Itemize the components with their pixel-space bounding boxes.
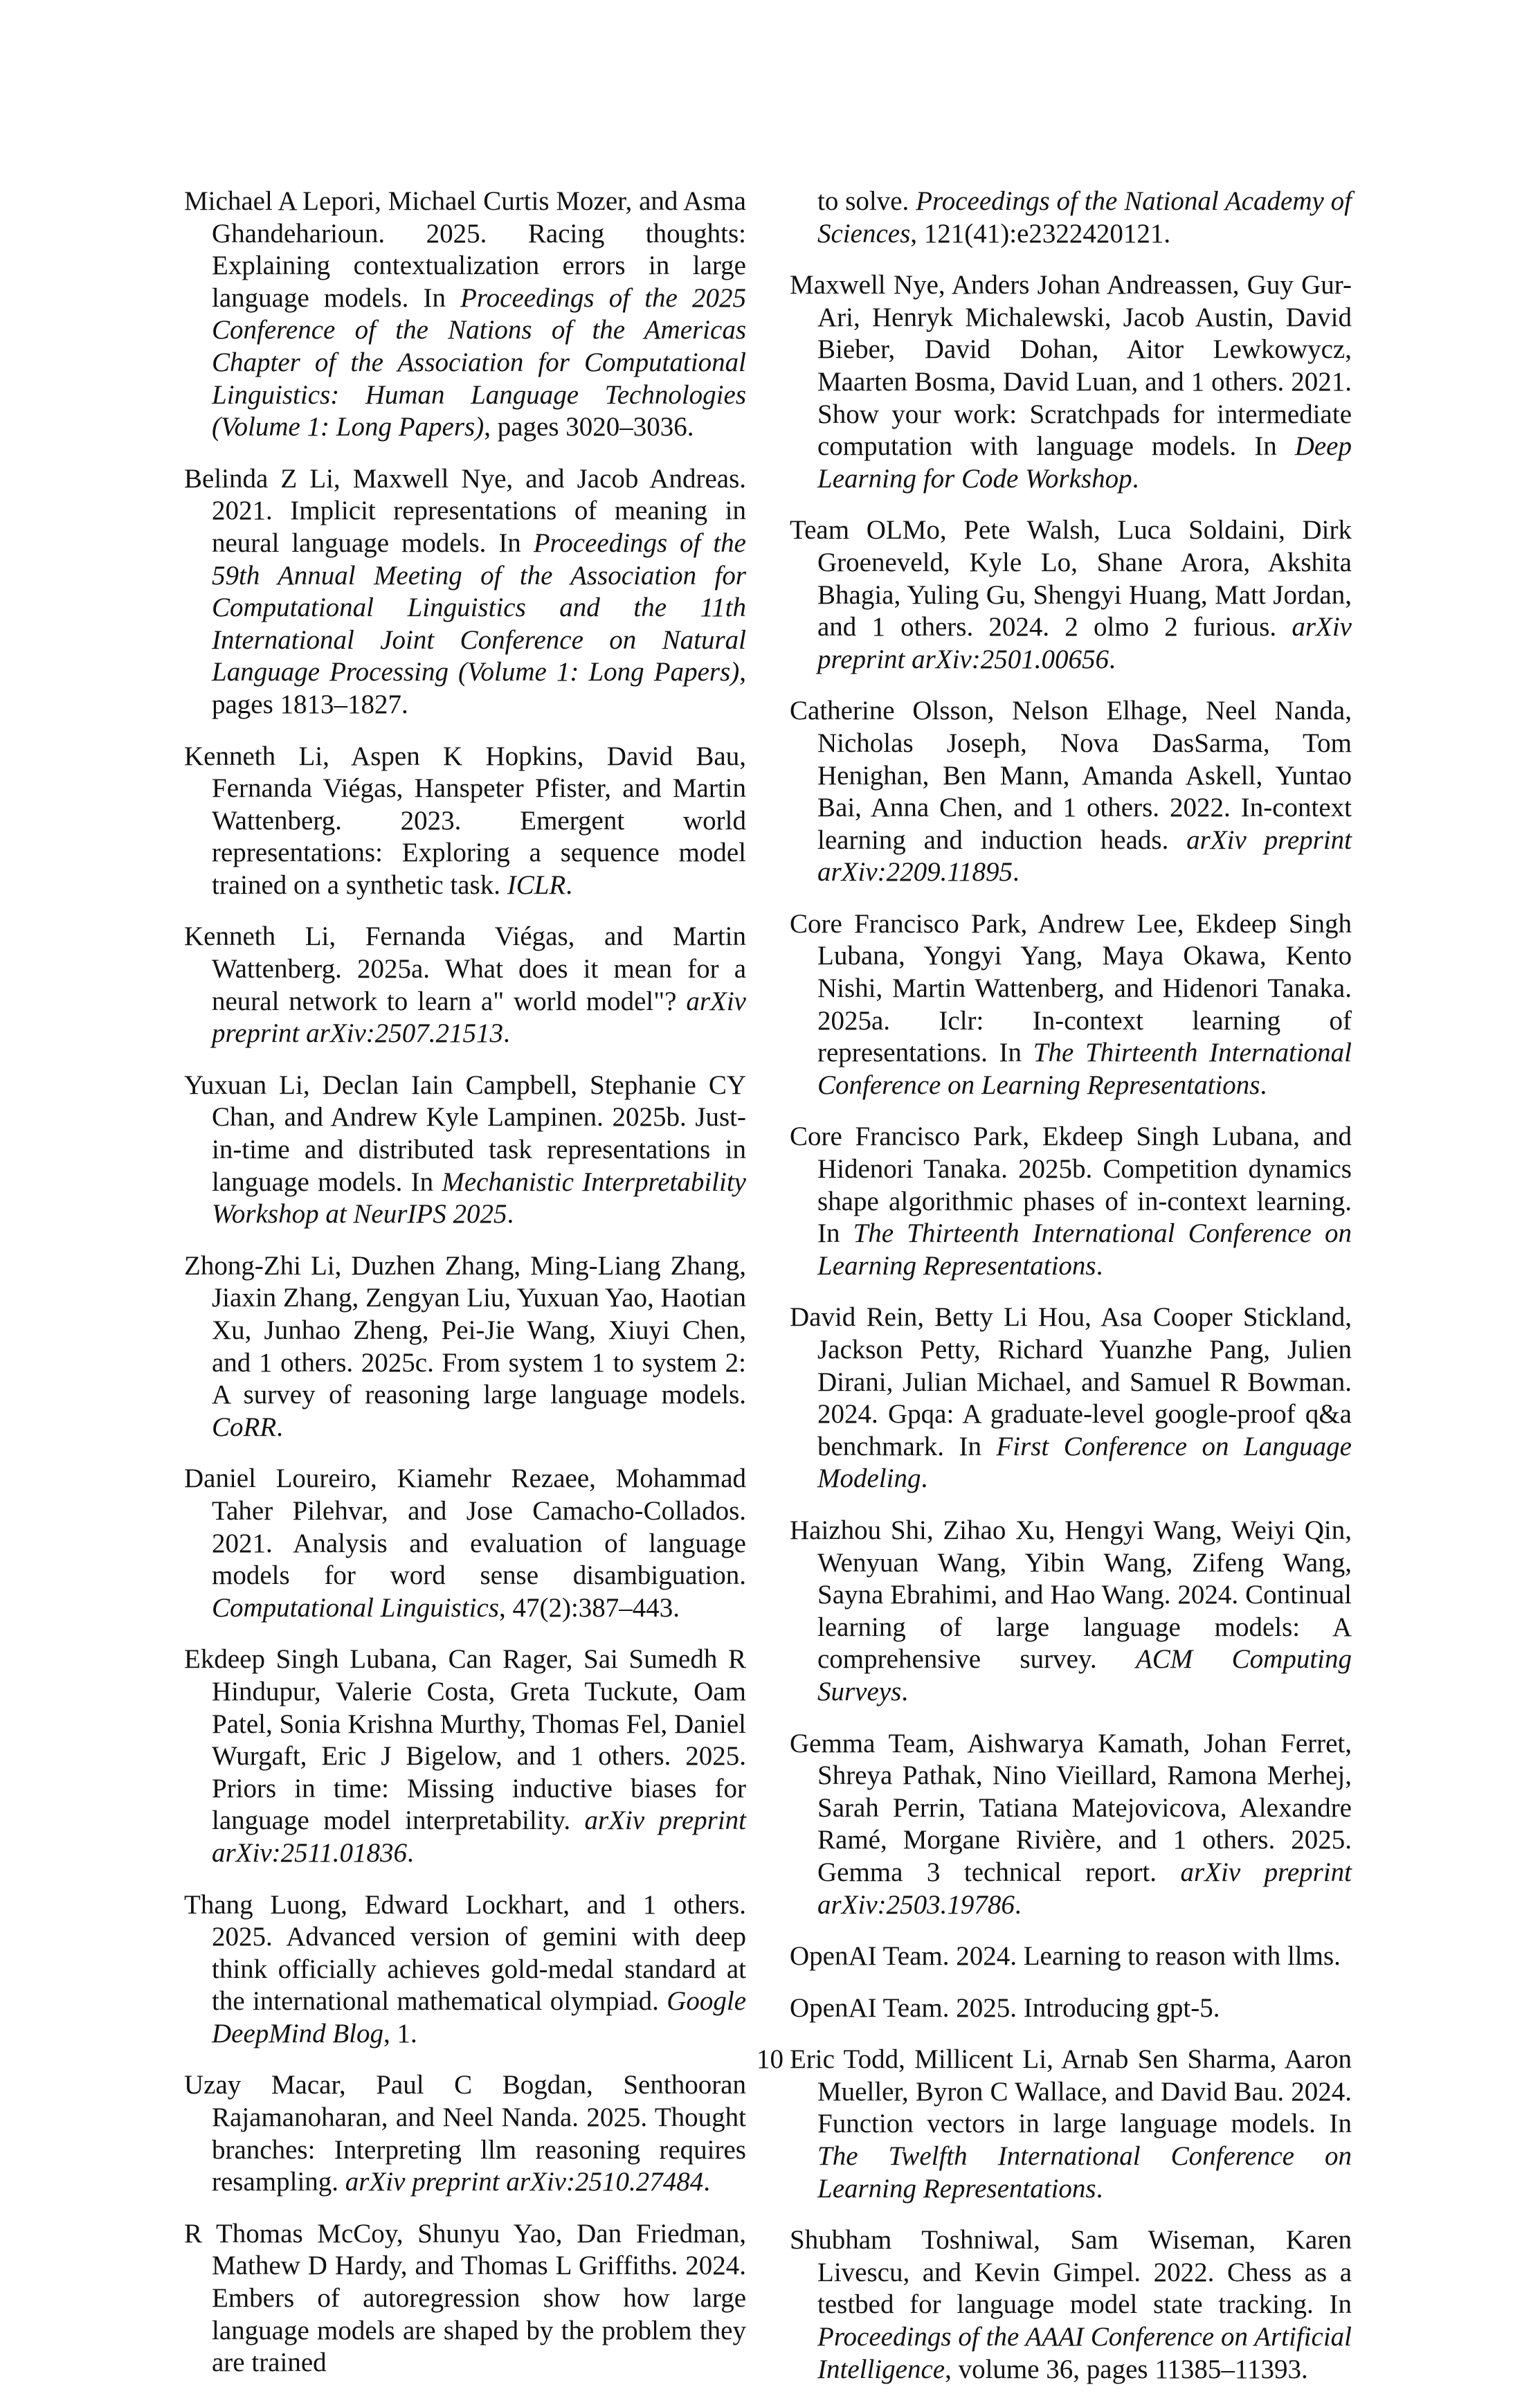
reference-text: . [1014, 1889, 1022, 1920]
reference-entry [184, 2218, 746, 2379]
reference-text: , volume 36, pages 11385–11393. [945, 2354, 1308, 2384]
reference-text: . [1096, 2173, 1103, 2204]
reference-venue: Proceedings of the AAAI Conference on Artificial Intelligence [817, 2322, 1352, 2384]
reference-text: Core Francisco Park, Andrew Lee, Ekdeep Singh Lubana, Yongyi Yang, Maya Okawa, Kento Nishi, Martin Wattenberg, and Hidenori Tanaka. 2025a. Iclr: In-context learning of representations. In [790, 908, 1352, 1068]
reference-entry [790, 2224, 1352, 2386]
reference-venue: First Conference on Language Modeling [817, 1431, 1352, 1494]
reference-text: Shubham Toshniwal, Sam Wiseman, Karen Livescu, and Kevin Gimpel. 2022. Chess as a testbed for language model state tracking. In [790, 2225, 1352, 2320]
reference-venue: CoRR [212, 1412, 277, 1442]
reference-text: . [276, 1412, 283, 1442]
reference-text: . [407, 1837, 414, 1868]
reference-text: . [503, 1018, 510, 1049]
reference-entry [790, 695, 1352, 889]
reference-text: Gemma Team, Aishwarya Kamath, Johan Ferret, Shreya Pathak, Nino Vieillard, Ramona Merhej, Sarah Perrin, Tatiana Matejovicova, Alexandre Ramé, Morgane Rivière, and 1 others. 2025. Gemma 3 technical report. [790, 1728, 1352, 1887]
reference-text: Team OLMo, Pete Walsh, Luca Soldaini, Dirk Groeneveld, Kyle Lo, Shane Arora, Akshita Bhagia, Yuling Gu, Shengyi Huang, Matt Jordan, and 1 others. 2024. 2 olmo 2 furious. [790, 515, 1352, 642]
reference-text: R Thomas McCoy, Shunyu Yao, Dan Friedman, Mathew D Hardy, and Thomas L Griffiths. 2024. Embers of autoregression show how large language models are shaped by the problem they are trained [184, 2218, 746, 2378]
reference-entry [790, 908, 1352, 1102]
reference-text: . [1096, 1250, 1103, 1281]
reference-entry [184, 921, 746, 1050]
reference-entry [184, 741, 746, 902]
reference-text: Haizhou Shi, Zihao Xu, Hengyi Wang, Weiyi Qin, Wenyuan Wang, Yibin Wang, Zifeng Wang, Sayna Ebrahimi, and Hao Wang. 2024. Continual learning of large language models: A comprehensive survey. [790, 1515, 1352, 1675]
reference-venue: arXiv preprint arXiv:2503.19786 [817, 1857, 1352, 1920]
reference-text: to solve. [817, 186, 916, 216]
reference-text: , pages 1813–1827. [212, 657, 746, 719]
reference-text: Core Francisco Park, Ekdeep Singh Lubana, and Hidenori Tanaka. 2025b. Competition dynamics shape algorithmic phases of in-context learning. In [790, 1122, 1352, 1249]
reference-text: , 1. [383, 2018, 417, 2048]
reference-entry [790, 1992, 1352, 2025]
reference-text: Ekdeep Singh Lubana, Can Rager, Sai Sumedh R Hindupur, Valerie Costa, Greta Tuckute, Oam Patel, Sonia Krishna Murthy, Thomas Fel, Daniel Wurgaft, Eric J Bigelow, and 1 others. 2025. Priors in time: Missing inductive biases for language model interpretability. [184, 1644, 746, 1836]
reference-entry [790, 1515, 1352, 1709]
reference-venue: arXiv preprint arXiv:2501.00656 [817, 612, 1352, 674]
reference-venue: Computational Linguistics [212, 1592, 499, 1623]
reference-venue: Deep Learning for Code Workshop [817, 431, 1352, 494]
reference-text: . [507, 1199, 514, 1229]
reference-text: Uzay Macar, Paul C Bogdan, Senthooran Rajamanoharan, and Neel Nanda. 2025. Thought branches: Interpreting llm reasoning requires resampling. [184, 2070, 746, 2197]
reference-text: . [901, 1676, 909, 1706]
reference-entry [790, 1728, 1352, 1922]
reference-venue: ACM Computing Surveys [817, 1644, 1352, 1706]
reference-venue: ICLR [507, 870, 566, 900]
reference-venue: arXiv preprint arXiv:2511.01836 [212, 1805, 746, 1868]
reference-text: . [1013, 857, 1020, 888]
reference-text: OpenAI Team. 2024. Learning to reason with llms. [790, 1941, 1341, 1972]
reference-entry [790, 1301, 1352, 1495]
reference-entry [184, 1070, 746, 1231]
reference-entry [790, 1121, 1352, 1282]
reference-venue: Mechanistic Interpretability Workshop at NeurIPS 2025 [212, 1167, 746, 1229]
reference-venue: Proceedings of the 2025 Conference of the Nations of the Americas Chapter of the Association for Computational Linguistics: Human Language Technologies (Volume 1: Long Papers) [212, 282, 746, 442]
reference-text: Michael A Lepori, Michael Curtis Mozer, and Asma Ghandeharioun. 2025. Racing thoughts: Explaining contextualization errors in large language models. In [184, 186, 746, 313]
reference-text: Zhong-Zhi Li, Duzhen Zhang, Ming-Liang Zhang, Jiaxin Zhang, Zengyan Liu, Yuxuan Yao, Haotian Xu, Junhao Zheng, Pei-Jie Wang, Xiuyi Chen, and 1 others. 2025c. From system 1 to system 2: A survey of reasoning large language models. [184, 1250, 746, 1410]
reference-text: Kenneth Li, Fernanda Viégas, and Martin Wattenberg. 2025a. What does it mean for a neural network to learn a" world model"? [184, 921, 746, 1016]
reference-text: Yuxuan Li, Declan Iain Campbell, Stephanie CY Chan, and Andrew Kyle Lampinen. 2025b. Just-in-time and distributed task representations in language models. In [184, 1070, 746, 1197]
reference-venue: Proceedings of the 59th Annual Meeting of the Association for Computational Linguistics and the 11th International Joint Conference on Natural Language Processing (Volume 1: Long Papers) [212, 528, 746, 687]
reference-venue: arXiv preprint arXiv:2209.11895 [817, 825, 1352, 888]
reference-venue: arXiv preprint arXiv:2510.27484 [345, 2167, 704, 2197]
reference-text: Daniel Loureiro, Kiamehr Rezaee, Mohammad Taher Pilehvar, and Jose Camacho-Collados. 2021. Analysis and evaluation of language models for word sense disambiguation. [184, 1463, 746, 1591]
reference-entry [184, 1889, 746, 2051]
page-number: 10 [757, 2044, 783, 2074]
reference-text: OpenAI Team. 2025. Introducing gpt-5. [790, 1992, 1220, 2023]
reference-entry [184, 186, 746, 444]
reference-text: David Rein, Betty Li Hou, Asa Cooper Stickland, Jackson Petty, Richard Yuanzhe Pang, Julien Dirani, Julian Michael, and Samuel R Bowman. 2024. Gpqa: A graduate-level google-proof q&a benchmark. In [790, 1302, 1352, 1461]
reference-entry [184, 1250, 746, 1444]
reference-text: . [1109, 644, 1116, 674]
reference-text: , pages 3020–3036. [484, 412, 694, 442]
reference-text: Belinda Z Li, Maxwell Nye, and Jacob Andreas. 2021. Implicit representations of meaning in neural language models. In [184, 463, 746, 558]
reference-venue: The Twelfth International Conference on Learning Representations [817, 2141, 1352, 2204]
reference-venue: Google DeepMind Blog [212, 1986, 746, 2048]
reference-text: . [565, 870, 572, 900]
reference-entry [790, 269, 1352, 495]
reference-venue: The Thirteenth International Conference on Learning Representations [817, 1218, 1352, 1281]
reference-entry [184, 463, 746, 721]
reference-text: . [1260, 1070, 1267, 1100]
reference-entry [790, 186, 1352, 250]
reference-entry [184, 1463, 746, 1624]
reference-text: Thang Luong, Edward Lockhart, and 1 others. 2025. Advanced version of gemini with deep think officially achieves gold-medal standard at the international mathematical olympiad. [184, 1889, 746, 2017]
reference-text: . [703, 2167, 710, 2197]
reference-text: Maxwell Nye, Anders Johan Andreassen, Guy Gur-Ari, Henryk Michalewski, Jacob Austin, David Bieber, David Dohan, Aitor Lewkowycz, Maarten Bosma, David Luan, and 1 others. 2021. Show your work: Scratchpads for intermediate computation with language models. In [790, 270, 1352, 462]
reference-text: Catherine Olsson, Nelson Elhage, Neel Nanda, Nicholas Joseph, Nova DasSarma, Tom Henighan, Ben Mann, Amanda Askell, Yuntao Bai, Anna Chen, and 1 others. 2022. In-context learning and induction heads. [790, 696, 1352, 855]
reference-text: , 121(41):e2322420121. [910, 218, 1171, 249]
reference-entry [184, 2069, 746, 2198]
reference-venue: Proceedings of the National Academy of Sciences [817, 186, 1352, 249]
reference-text: . [1132, 463, 1139, 494]
reference-entry [184, 1643, 746, 1869]
reference-venue: The Thirteenth International Conference on Learning Representations [817, 1038, 1352, 1100]
reference-text: . [921, 1463, 928, 1494]
reference-entry [790, 514, 1352, 676]
reference-venue: arXiv preprint arXiv:2507.21513 [212, 986, 746, 1049]
reference-entry [790, 1940, 1352, 1973]
reference-text: , 47(2):387–443. [498, 1592, 680, 1623]
reference-text: Eric Todd, Millicent Li, Arnab Sen Sharma, Aaron Mueller, Byron C Wallace, and David Bau. 2024. Function vectors in large language models. In [790, 2044, 1352, 2139]
reference-text: Kenneth Li, Aspen K Hopkins, David Bau, Fernanda Viégas, Hanspeter Pfister, and Martin Wattenberg. 2023. Emergent world representations: Exploring a sequence model trained on a synthetic task. [184, 741, 746, 900]
